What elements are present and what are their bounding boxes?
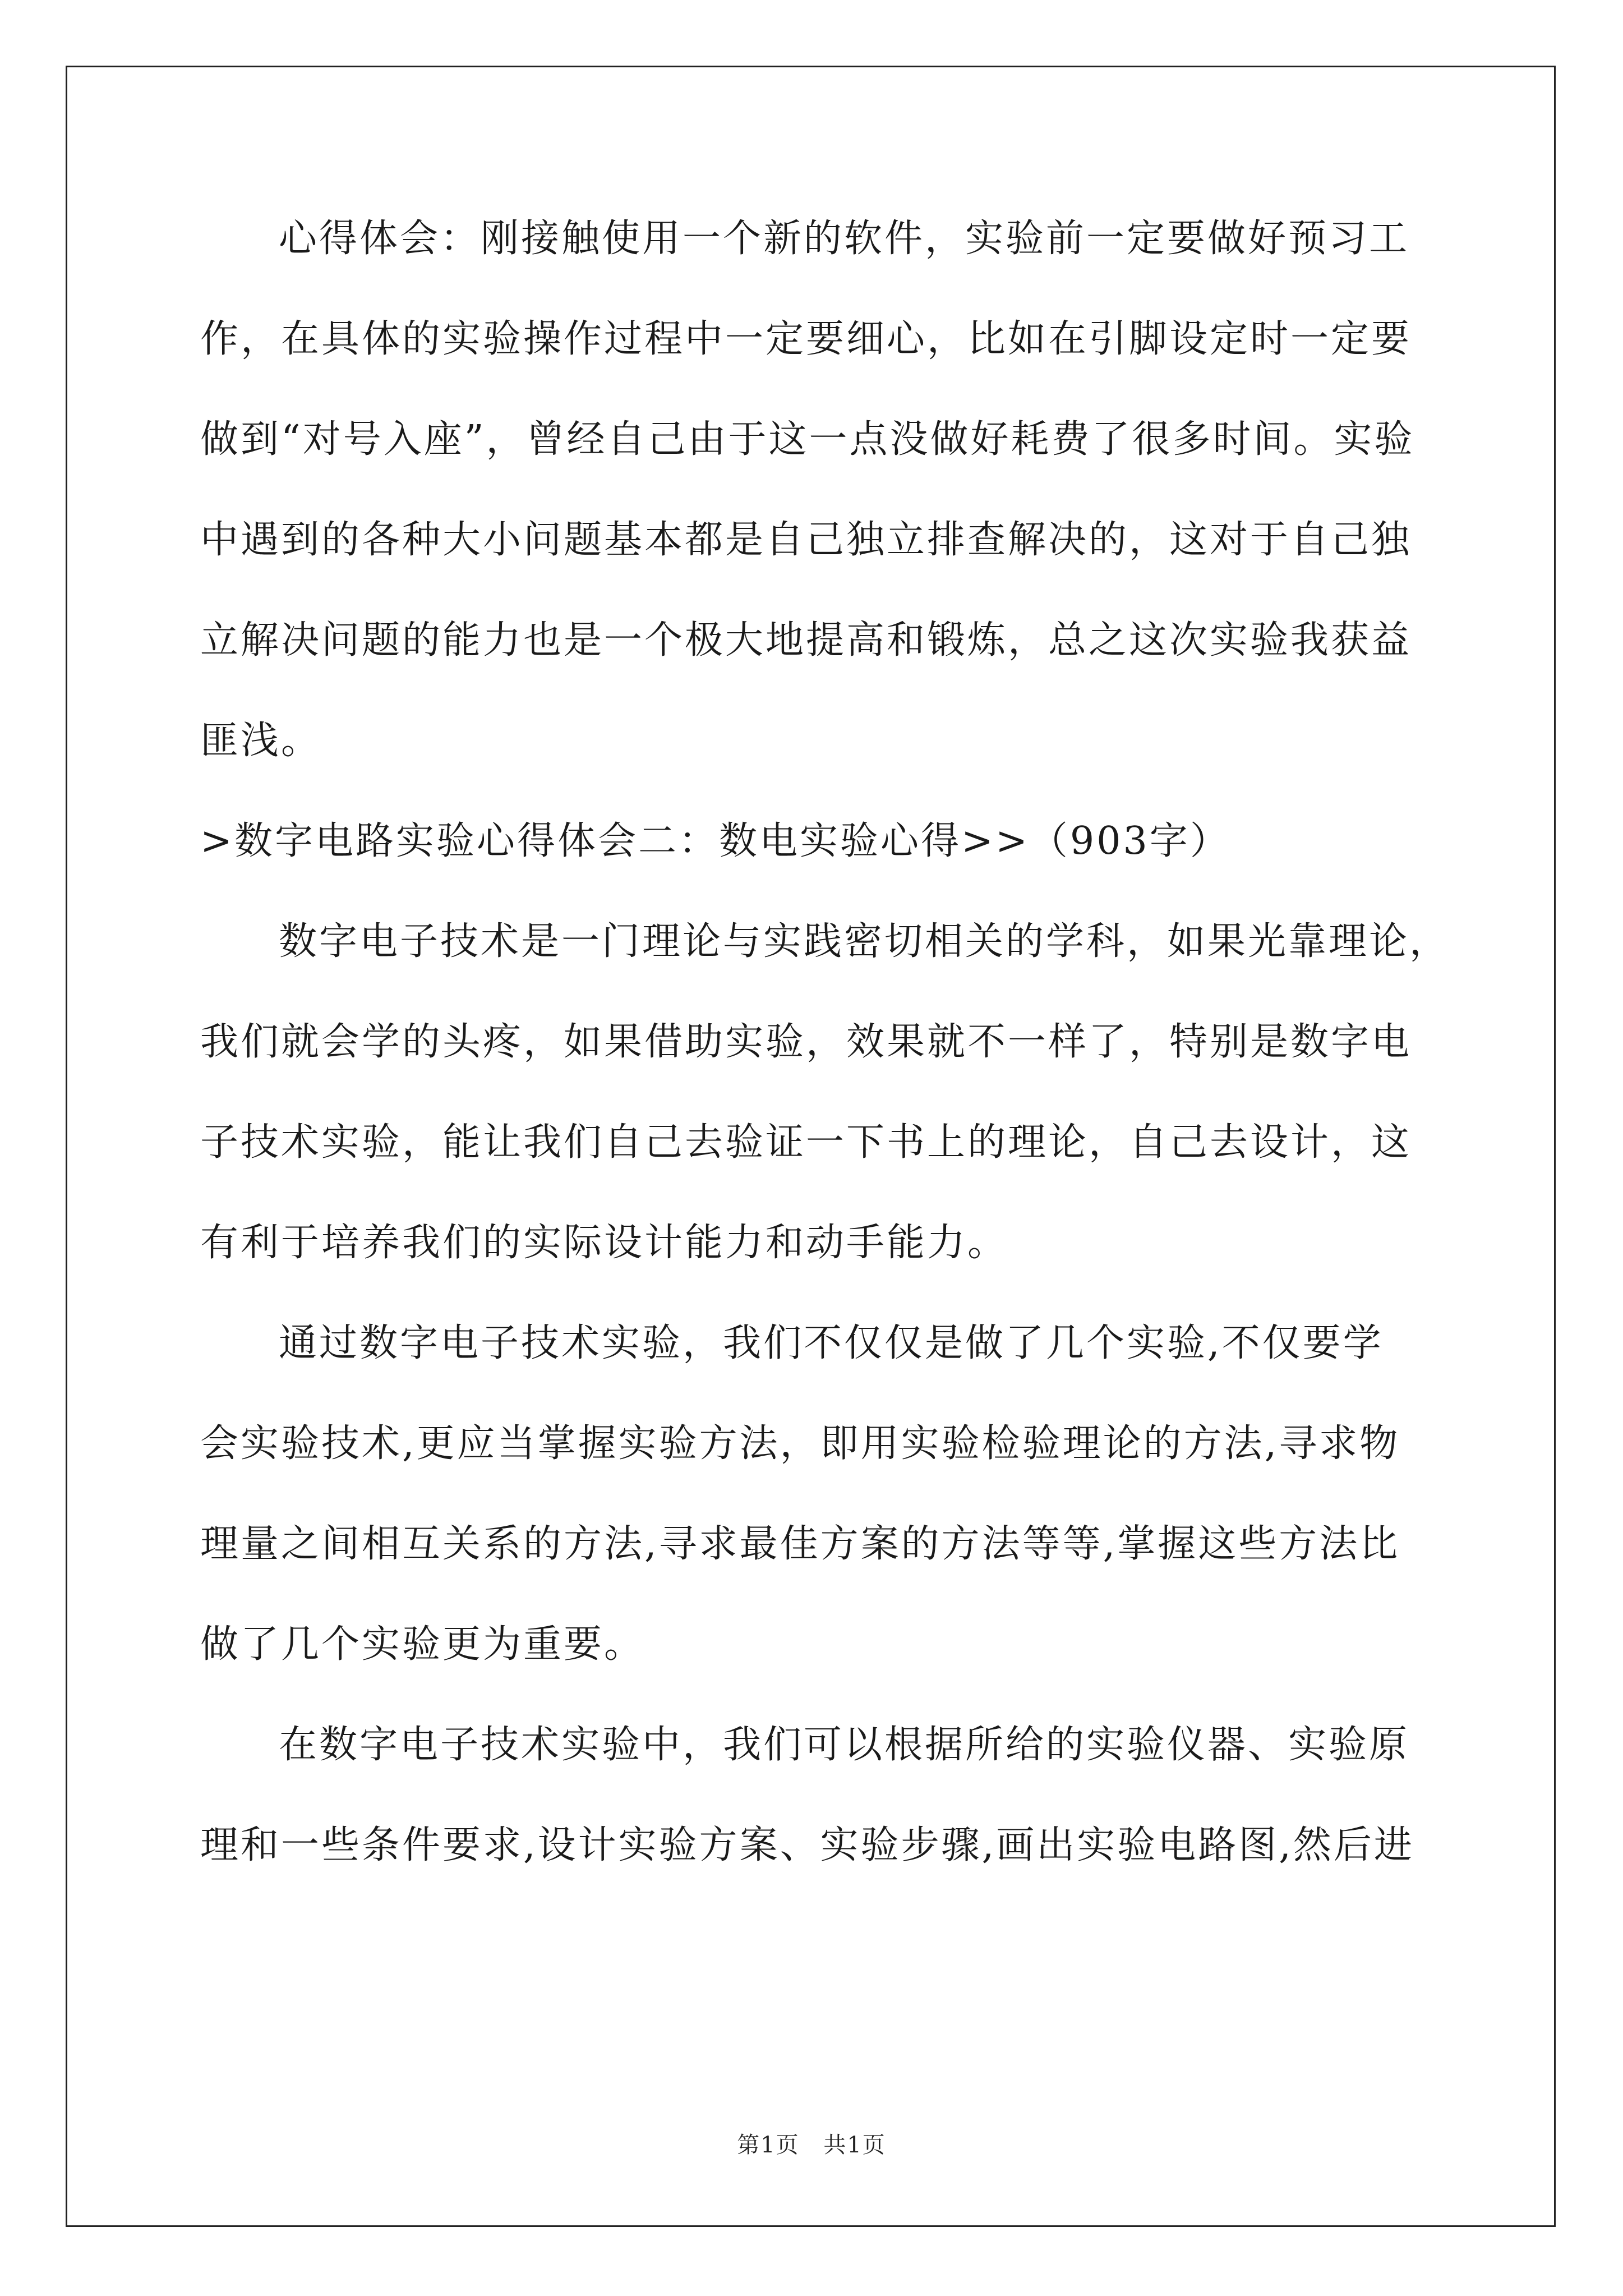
paragraph-line: 立解决问题的能力也是一个极大地提高和锻炼，总之这次实验我获益 (200, 618, 1412, 662)
paragraph-line: 我们就会学的头疼，如果借助实验，效果就不一样了，特别是数字电 (200, 1020, 1412, 1064)
paragraph-line: 匪浅。 (200, 719, 322, 763)
paragraph-line: 在数字电子技术实验中，我们可以根据所给的实验仪器、实验原 (279, 1723, 1410, 1767)
paragraph-line: 子技术实验，能让我们自己去验证一下书上的理论，自己去设计，这 (200, 1120, 1412, 1165)
paragraph-line: 中遇到的各种大小问题基本都是自己独立排查解决的，这对于自己独 (200, 518, 1412, 562)
page-footer (0, 2127, 1623, 2159)
document-body (200, 211, 1450, 1918)
paragraph-line: 作，在具体的实验操作过程中一定要细心，比如在引脚设定时一定要 (200, 317, 1412, 361)
paragraph-line: 做了几个实验更为重要。 (200, 1622, 645, 1667)
paragraph-line: 理和一些条件要求,设计实验方案、实验步骤,画出实验电路图,然后进 (200, 1823, 1414, 1867)
paragraph-line: 心得体会：刚接触使用一个新的软件，实验前一定要做好预习工 (279, 217, 1410, 261)
page-number: 第1页 (737, 2132, 800, 2158)
paragraph-line: 数字电子技术是一门理论与实践密切相关的学科，如果光靠理论， (279, 919, 1450, 964)
paragraph-line: 做到“对号入座”，曾经自己由于这一点没做好耗费了很多时间。实验 (200, 417, 1415, 462)
paragraph-line: 通过数字电子技术实验，我们不仅仅是做了几个实验,不仅要学 (279, 1321, 1384, 1365)
section-heading: >数字电路实验心得体会二：数电实验心得>>（903字） (200, 819, 1230, 863)
page-total: 共1页 (823, 2132, 886, 2158)
paragraph-line: 会实验技术,更应当掌握实验方法，即用实验检验理论的方法,寻求物 (200, 1421, 1400, 1466)
paragraph-line: 有利于培养我们的实际设计能力和动手能力。 (200, 1221, 1008, 1265)
paragraph-line: 理量之间相互关系的方法,寻求最佳方案的方法等等,掌握这些方法比 (200, 1522, 1400, 1566)
